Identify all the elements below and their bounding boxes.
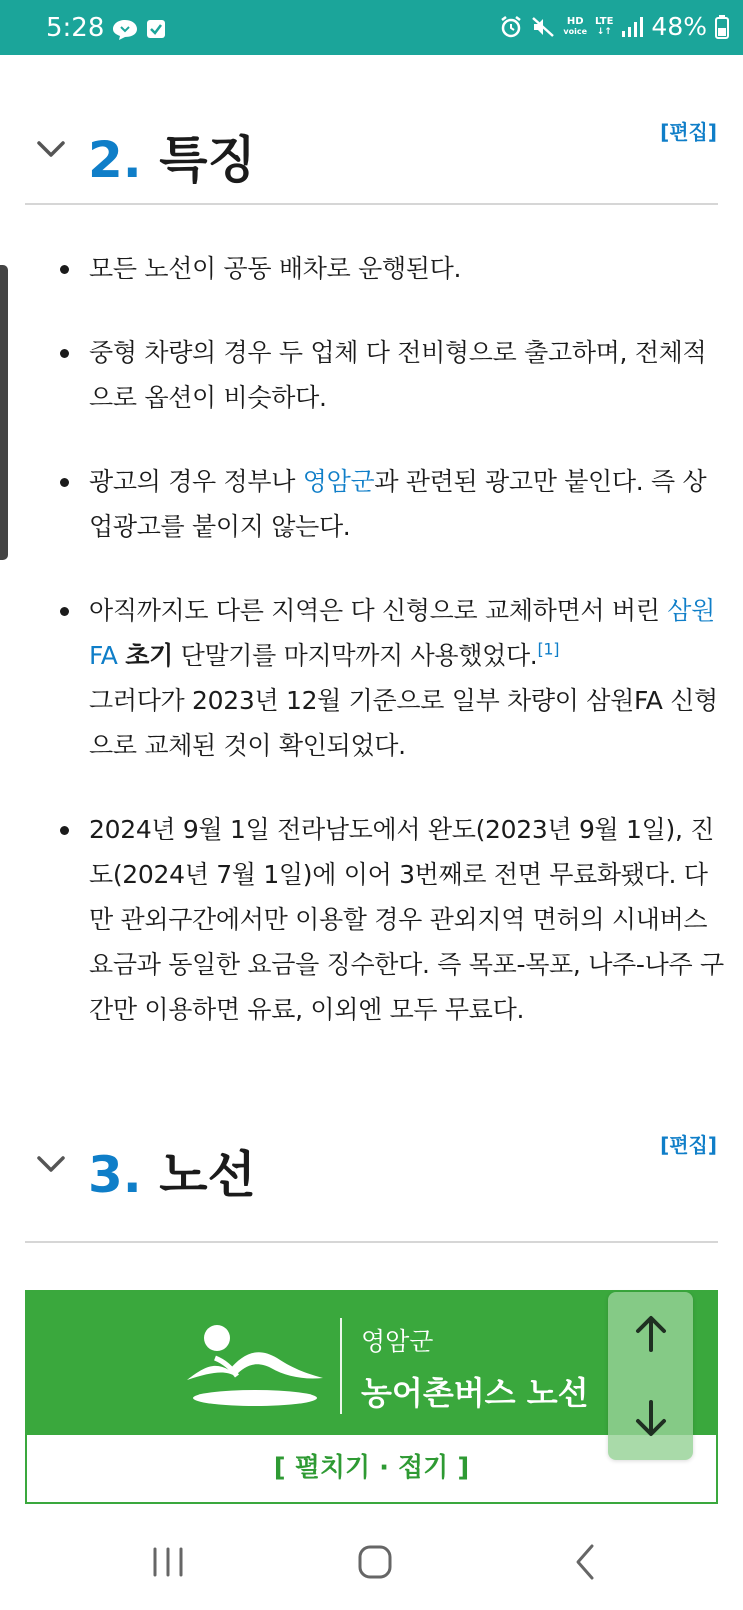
list-item: 중형 차량의 경우 두 업체 다 전비형으로 출고하며, 전체적으로 옵션이 비슷하다.: [60, 330, 725, 420]
list-item: 아직까지도 다른 지역은 다 신형으로 교체하면서 버린 삼원FA 초기 단말기를 마지막까지 사용했었다.[1] 그러다가 2023년 12월 기준으로 일부 차량이 삼원FA 신형으로 교체된 것이 확인되었다.: [60, 588, 725, 768]
section-title: [88, 120, 256, 192]
alarm-icon: [499, 15, 523, 39]
footnote-link[interactable]: [1]: [537, 639, 560, 659]
edit-link[interactable]: [편집]: [660, 1133, 717, 1157]
route-title: 농어촌버스 노선: [361, 1374, 589, 1412]
list-item: 2024년 9월 1일 전라남도에서 완도(2023년 9월 1일), 진도(2024년 7월 1일)에 이어 3번째로 전면 무료화됐다. 다만 관외구간에서만 이용할 경우 관외지역 면허의 시내버스 요금과 동일한 요금을 징수한다. 즉 목포-목포, 나주-나주 구간만 이용하면 유료, 이외엔 모두 무료다.: [60, 807, 725, 1032]
section-title: [88, 1135, 256, 1207]
chat-bubble-icon: [112, 19, 138, 41]
recent-apps-icon: [151, 1545, 185, 1579]
home-button[interactable]: [345, 1537, 405, 1587]
chevron-down-icon[interactable]: [34, 1147, 68, 1181]
battery-percent: 48%: [651, 12, 707, 41]
navigation-bar: [0, 1515, 743, 1610]
bold-text: 초기: [125, 641, 173, 670]
edge-panel-handle[interactable]: [0, 265, 8, 560]
yeongam-logo-icon: [185, 1318, 325, 1413]
notification-icons: [112, 19, 166, 41]
lte-indicator: LTE ↓↑: [595, 15, 614, 37]
scroll-bottom-button[interactable]: [608, 1376, 693, 1460]
scroll-buttons: [608, 1292, 693, 1460]
chevron-down-icon[interactable]: [34, 132, 68, 166]
section-title-text: 특징: [159, 131, 256, 189]
yeongam-link[interactable]: 영암군: [302, 467, 375, 496]
hd-voice-indicator: HD voice: [563, 15, 588, 36]
expand-collapse-toggle[interactable]: [ 펼치기 · 접기 ]: [25, 1435, 718, 1504]
section-divider: [25, 203, 718, 205]
section-divider: [25, 1241, 718, 1243]
section-number: 2.: [88, 131, 142, 189]
section-title-text: 노선: [159, 1146, 256, 1204]
section-heading-3[interactable]: [0, 1125, 743, 1215]
route-subtitle: 영암군: [361, 1327, 434, 1356]
list-item: 모든 노선이 공동 배차로 운행된다.: [60, 246, 725, 291]
status-bar: [0, 0, 743, 55]
status-time: 5:28: [46, 13, 105, 43]
back-button[interactable]: [555, 1537, 615, 1587]
edit-link[interactable]: [편집]: [660, 120, 717, 144]
back-icon: [570, 1543, 600, 1581]
section-number: 3.: [88, 1146, 142, 1204]
logo-divider: [340, 1318, 342, 1414]
arrow-up-icon: [633, 1314, 669, 1354]
arrow-down-icon: [633, 1398, 669, 1438]
section-heading-2[interactable]: [0, 110, 743, 200]
feature-list: [60, 246, 725, 1071]
home-icon: [357, 1544, 393, 1580]
list-item: 광고의 경우 정부나 영암군과 관련된 광고만 붙인다. 즉 상업광고를 붙이지 않는다.: [60, 459, 725, 549]
mute-icon: [531, 15, 555, 39]
system-icons: [499, 12, 729, 41]
recent-apps-button[interactable]: [138, 1537, 198, 1587]
samwon-fa-link[interactable]: 삼원FA: [89, 596, 715, 670]
battery-icon: [715, 15, 729, 39]
signal-icon: [621, 17, 643, 37]
scroll-top-button[interactable]: [608, 1292, 693, 1376]
checkbox-icon: [146, 19, 166, 39]
